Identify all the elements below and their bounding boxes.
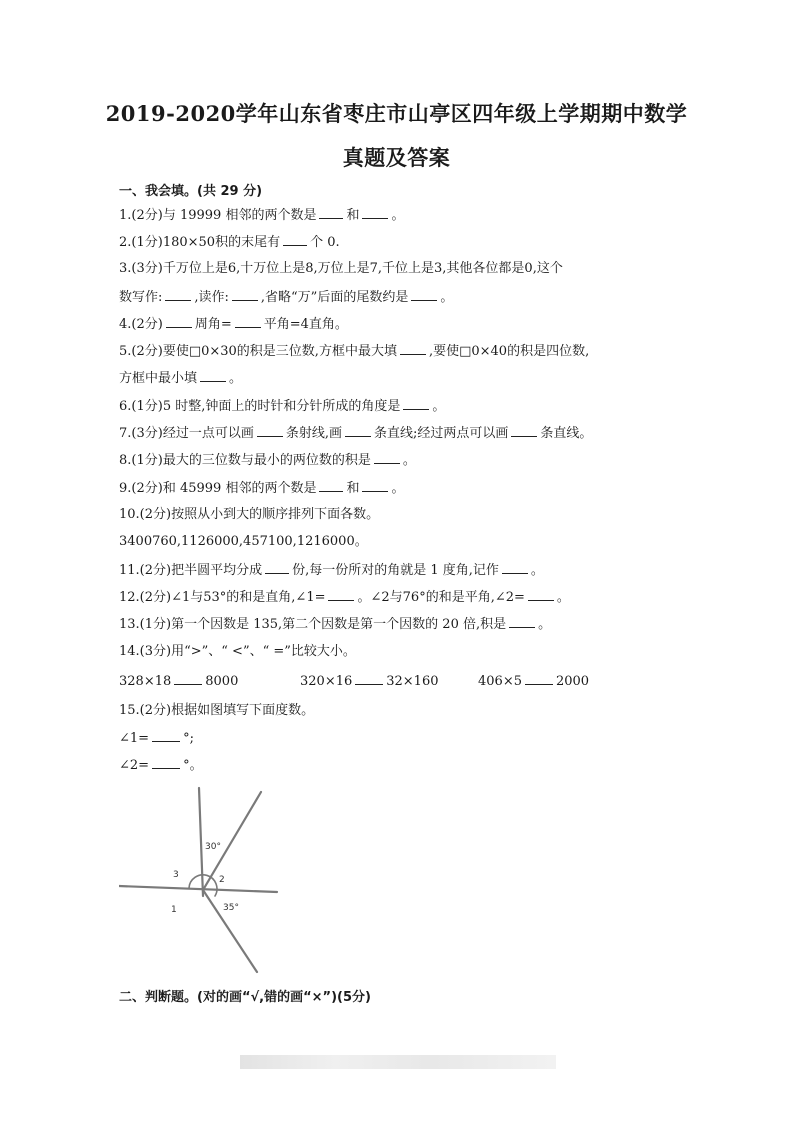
answer-blank[interactable] [265, 561, 289, 574]
label-35-degree: 35° [223, 903, 239, 913]
comparison-2: 320×16 32×160 [300, 674, 439, 689]
vertical-line [199, 788, 203, 896]
question-1: 1.(2分)与 19999 相邻的两个数是 和 。 [119, 208, 405, 223]
answer-blank[interactable] [232, 288, 258, 301]
question-15-angle1: ∠1= °; [119, 731, 194, 746]
question-10: 10.(2分)按照从小到大的顺序排列下面各数。 [119, 507, 380, 522]
question-8: 8.(1分)最大的三位数与最小的两位数的积是 。 [119, 453, 416, 468]
answer-blank[interactable] [403, 397, 429, 410]
question-9: 9.(2分)和 45999 相邻的两个数是 和 。 [119, 481, 405, 496]
answer-blank[interactable] [362, 206, 388, 219]
answer-blank[interactable] [525, 672, 553, 685]
comparison-3: 406×5 2000 [478, 674, 590, 689]
question-14: 14.(3分)用“>”、“ <”、“ =”比较大小。 [119, 644, 356, 659]
question-2: 2.(1分)180×50积的末尾有 个 0. [119, 235, 340, 250]
answer-blank[interactable] [345, 424, 371, 437]
answer-blank[interactable] [152, 756, 180, 769]
document-title-line1: 2019-2020学年山东省枣庄市山亭区四年级上学期期中数学 [105, 101, 688, 126]
question-3-line2: 数写作: ,读作: ,省略“万”后面的尾数约是 。 [119, 290, 454, 305]
ray-30-degree [203, 792, 261, 890]
question-3-line1: 3.(3分)千万位上是6,十万位上是8,万位上是7,千位上是3,其他各位都是0,这个 [119, 261, 563, 276]
section-heading-true-false: 二、判断题。(对的画“√,错的画“×”)(5分) [119, 990, 371, 1005]
question-10-numbers: 3400760,1126000,457100,1216000。 [119, 534, 368, 549]
answer-blank[interactable] [235, 315, 261, 328]
answer-blank[interactable] [355, 672, 383, 685]
angle-figure [119, 784, 279, 974]
question-4: 4.(2分) 周角= 平角=4直角。 [119, 317, 348, 332]
answer-blank[interactable] [166, 315, 192, 328]
comparison-1: 328×18 8000 [119, 674, 239, 689]
question-6: 6.(1分)5 时整,钟面上的时针和分针所成的角度是 。 [119, 399, 446, 414]
answer-blank[interactable] [502, 561, 528, 574]
answer-blank[interactable] [257, 424, 283, 437]
question-15-angle2: ∠2= °。 [119, 758, 203, 773]
question-5-line2: 方框中最小填 。 [119, 371, 243, 386]
answer-blank[interactable] [283, 233, 307, 246]
footer-watermark-bar [240, 1055, 556, 1069]
answer-blank[interactable] [528, 588, 554, 601]
answer-blank[interactable] [400, 342, 426, 355]
label-angle-3: 3 [173, 870, 179, 880]
question-13: 13.(1分)第一个因数是 135,第二个因数是第一个因数的 20 倍,积是 。 [119, 617, 552, 632]
answer-blank[interactable] [509, 615, 535, 628]
answer-blank[interactable] [174, 672, 202, 685]
question-15: 15.(2分)根据如图填写下面度数。 [119, 703, 315, 718]
question-11: 11.(2分)把半圆平均分成 份,每一份所对的角就是 1 度角,记作 。 [119, 563, 544, 578]
label-angle-1: 1 [171, 905, 177, 915]
horizontal-line [119, 886, 277, 892]
answer-blank[interactable] [362, 479, 388, 492]
answer-blank[interactable] [319, 206, 343, 219]
section-heading-fill-in: 一、我会填。(共 29 分) [119, 184, 263, 199]
answer-blank[interactable] [319, 479, 343, 492]
answer-blank[interactable] [411, 288, 437, 301]
answer-blank[interactable] [152, 729, 180, 742]
question-5-line1: 5.(2分)要使□0×30的积是三位数,方框中最大填 ,要使□0×40的积是四位数, [119, 344, 590, 359]
label-30-degree: 30° [205, 842, 221, 852]
answer-blank[interactable] [328, 588, 354, 601]
label-angle-2: 2 [219, 875, 225, 885]
question-12: 12.(2分)∠1与53°的和是直角,∠1= 。∠2与76°的和是平角,∠2= 。 [119, 590, 570, 605]
question-7: 7.(3分)经过一点可以画 条射线,画 条直线;经过两点可以画 条直线。 [119, 426, 593, 441]
document-title-line2: 真题及答案 [342, 145, 451, 170]
answer-blank[interactable] [374, 451, 400, 464]
answer-blank[interactable] [511, 424, 537, 437]
answer-blank[interactable] [200, 369, 226, 382]
answer-blank[interactable] [165, 288, 191, 301]
